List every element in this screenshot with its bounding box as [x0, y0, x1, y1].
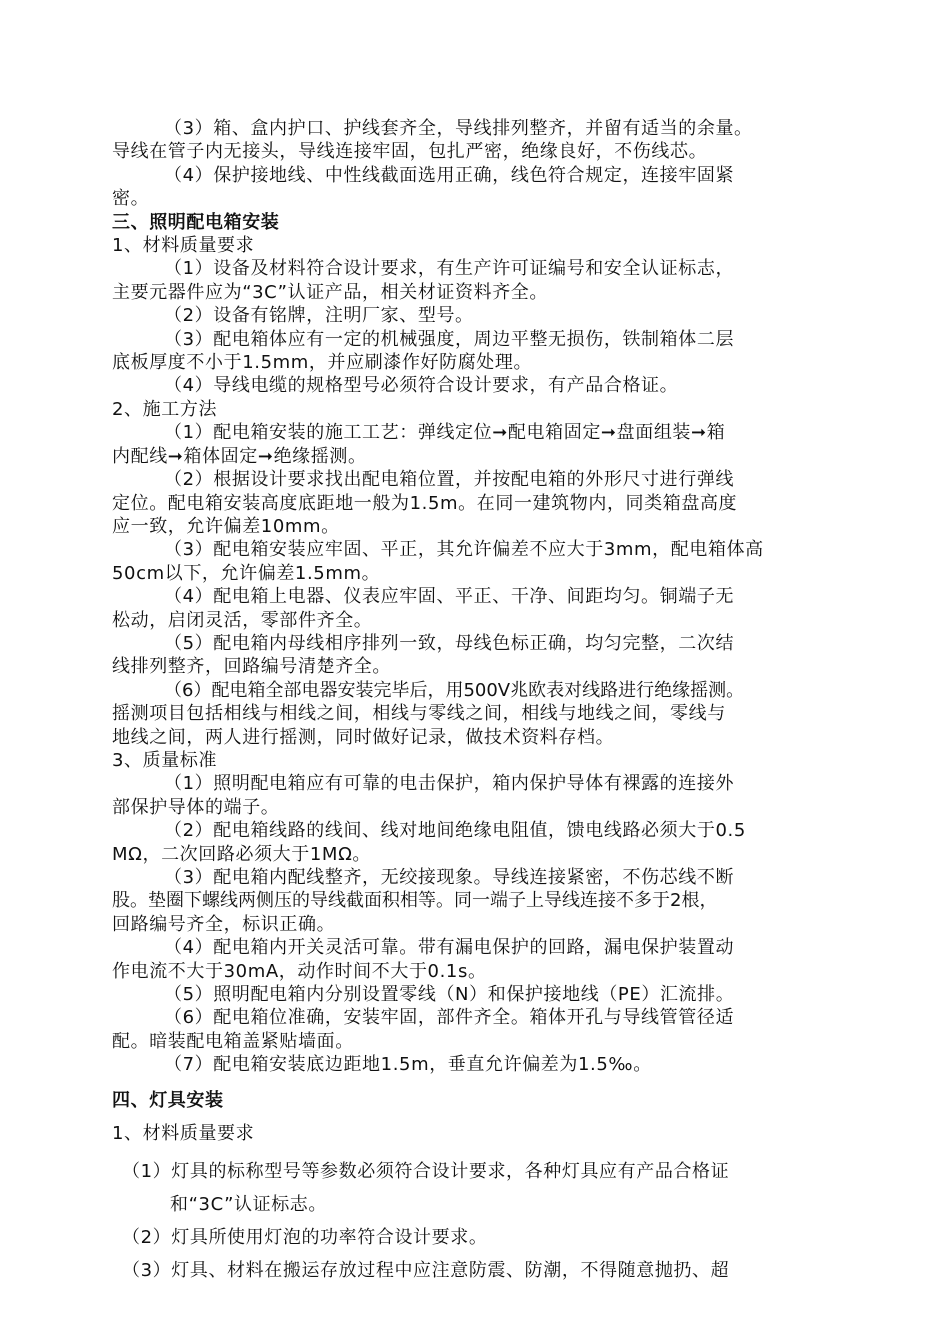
list-item-line: （1）灯具的标称型号等参数必须符合设计要求，各种灯具应有产品合格证 — [122, 1161, 730, 1183]
paragraph-line: 底板厚度不小于1.5mm，并应刷漆作好防腐处理。 — [112, 352, 533, 374]
paragraph-line: （1）配电箱安装的施工工艺：弹线定位➞配电箱固定➞盘面组装➞箱 — [164, 422, 726, 444]
paragraph-line: 应一致，允许偏差10mm。 — [112, 515, 340, 537]
paragraph-line: （3）箱、盒内护口、护线套齐全，导线排列整齐，并留有适当的余量。 — [164, 118, 753, 139]
paragraph-line: （3）配电箱内配线整齐，无绞接现象。导线连接紧密，不伤芯线不断 — [164, 867, 735, 888]
paragraph-line: （4）配电箱内开关灵活可靠。带有漏电保护的回路，漏电保护装置动 — [164, 937, 735, 959]
paragraph-line: （6）配电箱全部电器安装完毕后，用500V兆欧表对线路进行绝缘摇测。 — [164, 679, 745, 701]
document-page — [112, 117, 862, 1287]
paragraph-line: （2）配电箱线路的线间、线对地间绝缘电阻值，馈电线路必须大于0.5 — [164, 820, 746, 842]
paragraph-line: 股。垫圈下螺线两侧压的导线截面积相等。同一端子上导线连接不多于2根， — [112, 890, 718, 912]
paragraph-line: （2）根据设计要求找出配电箱位置，并按配电箱的外形尺寸进行弹线 — [164, 469, 735, 491]
paragraph-line: 作电流不大于30mA，动作时间不大于0.1s。 — [112, 960, 487, 982]
paragraph-line: （1）照明配电箱应有可靠的电击保护，箱内保护导体有裸露的连接外 — [164, 773, 735, 795]
paragraph-line: 主要元器件应为“3C”认证产品，相关材证资料齐全。 — [112, 281, 549, 303]
paragraph-line: （5）照明配电箱内分别设置零线（N）和保护接地线（PE）汇流排。 — [164, 984, 735, 1006]
paragraph-line: 松动，启闭灵活，零部件齐全。 — [112, 609, 373, 631]
paragraph-line: 摇测项目包括相线与相线之间，相线与零线之间，相线与地线之间，零线与 — [112, 703, 726, 725]
subsection-title: 3、质量标准 — [112, 749, 218, 771]
paragraph-line: 导线在管子内无接头，导线连接牢固，包扎严密，绝缘良好，不伤线芯。 — [112, 141, 708, 163]
subsection-title: 2、施工方法 — [112, 398, 218, 420]
paragraph-line: （2）设备有铭牌，注明厂家、型号。 — [164, 305, 474, 327]
paragraph-line: 回路编号齐全，标识正确。 — [112, 913, 336, 935]
paragraph-line: （4）保护接地线、中性线截面选用正确，线色符合规定，连接牢固紧 — [164, 164, 735, 186]
paragraph-line: （5）配电箱内母线相序排列一致，母线色标正确，均匀完整，二次结 — [164, 632, 735, 654]
paragraph-line: （4）导线电缆的规格型号必须符合设计要求，有产品合格证。 — [164, 375, 679, 397]
paragraph-line: 50cm以下，允许偏差1.5mm。 — [112, 562, 381, 584]
paragraph-line: MΩ，二次回路必须大于1MΩ。 — [112, 843, 372, 865]
section-heading-4: 四、灯具安装 — [112, 1089, 224, 1111]
paragraph-line: 内配线➞箱体固定➞绝缘摇测。 — [112, 445, 367, 467]
subsection-title: 1、材料质量要求 — [112, 235, 255, 257]
paragraph-line: （6）配电箱位准确，安装牢固，部件齐全。箱体开孔与导线管管径适 — [164, 1007, 735, 1029]
paragraph-line: （7）配电箱安装底边距地1.5m，垂直允许偏差为1.5‰。 — [164, 1054, 652, 1076]
list-item-line: （3）灯具、材料在搬运存放过程中应注意防震、防潮，不得随意抛扔、超 — [122, 1260, 730, 1282]
paragraph-line: 密。 — [112, 188, 150, 210]
paragraph-line: （4）配电箱上电器、仪表应牢固、平正、干净、间距均匀。铜端子无 — [164, 586, 735, 608]
subsection-title: 1、材料质量要求 — [112, 1123, 255, 1145]
paragraph-line: 定位。配电箱安装高度底距地一般为1.5m。在同一建筑物内，同类箱盘高度 — [112, 492, 738, 514]
paragraph-line: 部保护导体的端子。 — [112, 796, 280, 818]
list-item-line: 和“3C”认证标志。 — [170, 1194, 328, 1216]
paragraph-line: （1）设备及材料符合设计要求，有生产许可证编号和安全认证标志， — [164, 258, 735, 280]
section-heading-3: 三、照明配电箱安装 — [112, 211, 280, 233]
paragraph-line: （3）配电箱安装应牢固、平正，其允许偏差不应大于3mm，配电箱体高 — [164, 539, 764, 561]
paragraph-line: （3）配电箱体应有一定的机械强度，周边平整无损伤，铁制箱体二层 — [164, 328, 735, 350]
paragraph-line: 地线之间，两人进行摇测，同时做好记录，做技术资料存档。 — [112, 726, 615, 748]
list-item-line: （2）灯具所使用灯泡的功率符合设计要求。 — [122, 1227, 488, 1249]
paragraph-line: 线排列整齐，回路编号清楚齐全。 — [112, 656, 391, 678]
paragraph-line: 配。暗装配电箱盖紧贴墙面。 — [112, 1030, 354, 1052]
